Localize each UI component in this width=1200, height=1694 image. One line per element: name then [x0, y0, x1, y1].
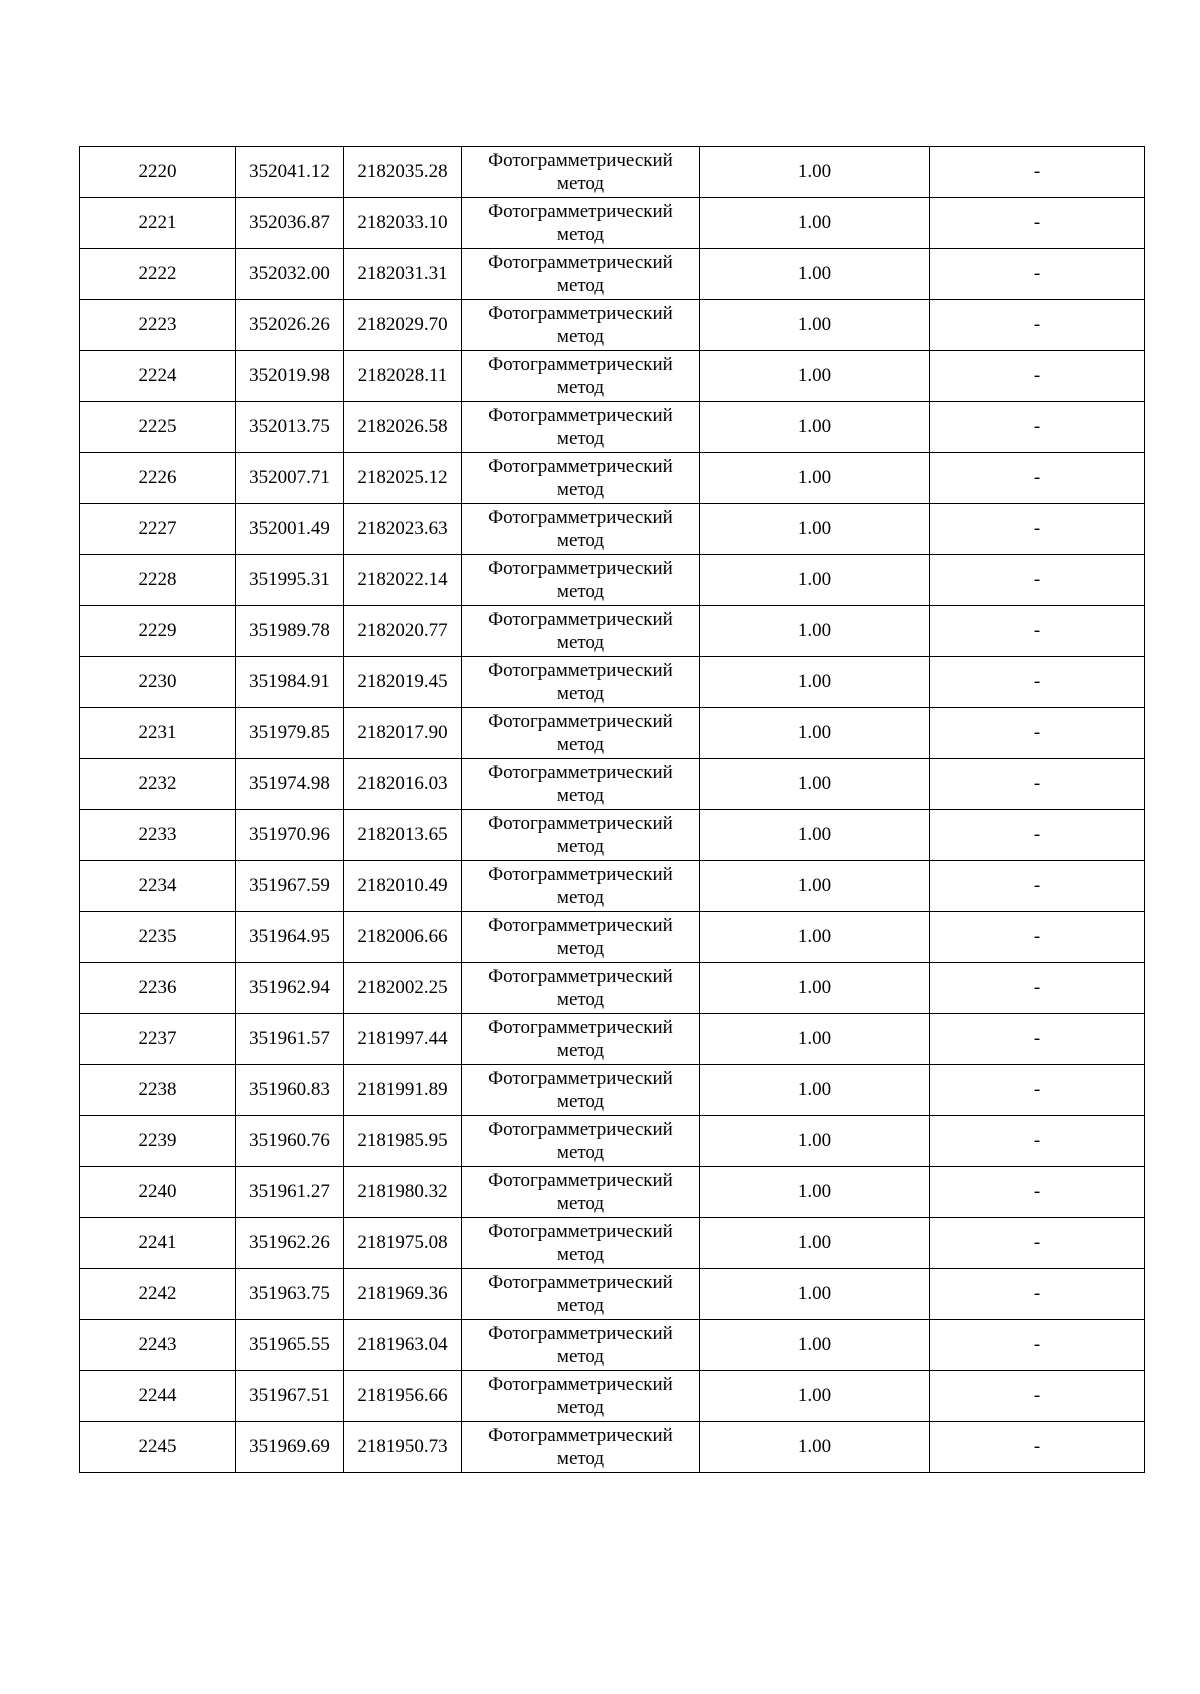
table-row: [80, 300, 1145, 351]
method-cell: Фотограмметрический метод: [462, 1269, 700, 1320]
note-cell: -: [930, 351, 1145, 402]
precision-cell: 1.00: [700, 504, 930, 555]
x-coordinate-cell: 351969.69: [236, 1422, 344, 1473]
y-coordinate-cell: 2181950.73: [344, 1422, 462, 1473]
y-coordinate-cell: 2182028.11: [344, 351, 462, 402]
method-cell: Фотограмметрический метод: [462, 1014, 700, 1065]
note-cell: -: [930, 606, 1145, 657]
precision-cell: 1.00: [700, 1116, 930, 1167]
y-coordinate-cell: 2181991.89: [344, 1065, 462, 1116]
x-coordinate-cell: 351967.59: [236, 861, 344, 912]
point-number-cell: 2231: [80, 708, 236, 759]
point-number-cell: 2234: [80, 861, 236, 912]
point-number-cell: 2228: [80, 555, 236, 606]
method-cell: Фотограмметрический метод: [462, 759, 700, 810]
table-row: [80, 657, 1145, 708]
point-number-cell: 2225: [80, 402, 236, 453]
method-cell: Фотограмметрический метод: [462, 300, 700, 351]
method-cell: Фотограмметрический метод: [462, 198, 700, 249]
precision-cell: 1.00: [700, 861, 930, 912]
point-number-cell: 2220: [80, 147, 236, 198]
y-coordinate-cell: 2181980.32: [344, 1167, 462, 1218]
x-coordinate-cell: 352026.26: [236, 300, 344, 351]
precision-cell: 1.00: [700, 708, 930, 759]
precision-cell: 1.00: [700, 1371, 930, 1422]
point-number-cell: 2244: [80, 1371, 236, 1422]
y-coordinate-cell: 2182020.77: [344, 606, 462, 657]
table-row: [80, 912, 1145, 963]
x-coordinate-cell: 351962.26: [236, 1218, 344, 1269]
x-coordinate-cell: 352013.75: [236, 402, 344, 453]
x-coordinate-cell: 351960.76: [236, 1116, 344, 1167]
precision-cell: 1.00: [700, 402, 930, 453]
table-row: [80, 606, 1145, 657]
table-row: [80, 1371, 1145, 1422]
y-coordinate-cell: 2182019.45: [344, 657, 462, 708]
y-coordinate-cell: 2182031.31: [344, 249, 462, 300]
point-number-cell: 2233: [80, 810, 236, 861]
precision-cell: 1.00: [700, 759, 930, 810]
point-number-cell: 2238: [80, 1065, 236, 1116]
table-row: [80, 1218, 1145, 1269]
precision-cell: 1.00: [700, 963, 930, 1014]
x-coordinate-cell: 351984.91: [236, 657, 344, 708]
table-row: [80, 810, 1145, 861]
precision-cell: 1.00: [700, 351, 930, 402]
note-cell: -: [930, 147, 1145, 198]
table-row: [80, 198, 1145, 249]
x-coordinate-cell: 351961.57: [236, 1014, 344, 1065]
note-cell: -: [930, 861, 1145, 912]
table-row: [80, 1065, 1145, 1116]
table-row: [80, 351, 1145, 402]
method-cell: Фотограмметрический метод: [462, 1320, 700, 1371]
method-cell: Фотограмметрический метод: [462, 1065, 700, 1116]
precision-cell: 1.00: [700, 810, 930, 861]
x-coordinate-cell: 351974.98: [236, 759, 344, 810]
precision-cell: 1.00: [700, 1269, 930, 1320]
precision-cell: 1.00: [700, 1320, 930, 1371]
method-cell: Фотограмметрический метод: [462, 861, 700, 912]
precision-cell: 1.00: [700, 1065, 930, 1116]
note-cell: -: [930, 1065, 1145, 1116]
precision-cell: 1.00: [700, 198, 930, 249]
method-cell: Фотограмметрический метод: [462, 963, 700, 1014]
note-cell: -: [930, 810, 1145, 861]
x-coordinate-cell: 351989.78: [236, 606, 344, 657]
note-cell: -: [930, 1422, 1145, 1473]
point-number-cell: 2229: [80, 606, 236, 657]
note-cell: -: [930, 1371, 1145, 1422]
method-cell: Фотограмметрический метод: [462, 555, 700, 606]
note-cell: -: [930, 555, 1145, 606]
y-coordinate-cell: 2182022.14: [344, 555, 462, 606]
table-row: [80, 1167, 1145, 1218]
precision-cell: 1.00: [700, 1218, 930, 1269]
point-number-cell: 2239: [80, 1116, 236, 1167]
method-cell: Фотограмметрический метод: [462, 402, 700, 453]
y-coordinate-cell: 2181985.95: [344, 1116, 462, 1167]
point-number-cell: 2241: [80, 1218, 236, 1269]
precision-cell: 1.00: [700, 1422, 930, 1473]
note-cell: -: [930, 1269, 1145, 1320]
note-cell: -: [930, 657, 1145, 708]
method-cell: Фотограмметрический метод: [462, 249, 700, 300]
point-number-cell: 2236: [80, 963, 236, 1014]
x-coordinate-cell: 351962.94: [236, 963, 344, 1014]
y-coordinate-cell: 2181975.08: [344, 1218, 462, 1269]
note-cell: -: [930, 402, 1145, 453]
table-row: [80, 1269, 1145, 1320]
precision-cell: 1.00: [700, 453, 930, 504]
point-number-cell: 2245: [80, 1422, 236, 1473]
point-number-cell: 2237: [80, 1014, 236, 1065]
point-number-cell: 2230: [80, 657, 236, 708]
note-cell: -: [930, 912, 1145, 963]
y-coordinate-cell: 2182017.90: [344, 708, 462, 759]
method-cell: Фотограмметрический метод: [462, 912, 700, 963]
x-coordinate-cell: 352001.49: [236, 504, 344, 555]
x-coordinate-cell: 351995.31: [236, 555, 344, 606]
x-coordinate-cell: 352041.12: [236, 147, 344, 198]
x-coordinate-cell: 352032.00: [236, 249, 344, 300]
y-coordinate-cell: 2181963.04: [344, 1320, 462, 1371]
y-coordinate-cell: 2182035.28: [344, 147, 462, 198]
table-row: [80, 147, 1145, 198]
method-cell: Фотограмметрический метод: [462, 606, 700, 657]
y-coordinate-cell: 2181997.44: [344, 1014, 462, 1065]
note-cell: -: [930, 249, 1145, 300]
table-row: [80, 1014, 1145, 1065]
y-coordinate-cell: 2182029.70: [344, 300, 462, 351]
y-coordinate-cell: 2182010.49: [344, 861, 462, 912]
x-coordinate-cell: 351960.83: [236, 1065, 344, 1116]
y-coordinate-cell: 2182002.25: [344, 963, 462, 1014]
note-cell: -: [930, 1167, 1145, 1218]
note-cell: -: [930, 1014, 1145, 1065]
precision-cell: 1.00: [700, 300, 930, 351]
note-cell: -: [930, 1218, 1145, 1269]
table-row: [80, 249, 1145, 300]
table-row: [80, 555, 1145, 606]
point-number-cell: 2226: [80, 453, 236, 504]
y-coordinate-cell: 2182006.66: [344, 912, 462, 963]
precision-cell: 1.00: [700, 606, 930, 657]
y-coordinate-cell: 2181956.66: [344, 1371, 462, 1422]
point-number-cell: 2224: [80, 351, 236, 402]
note-cell: -: [930, 759, 1145, 810]
x-coordinate-cell: 352036.87: [236, 198, 344, 249]
note-cell: -: [930, 504, 1145, 555]
method-cell: Фотограмметрический метод: [462, 1218, 700, 1269]
coordinates-table: [79, 146, 1145, 1473]
table-row: [80, 453, 1145, 504]
precision-cell: 1.00: [700, 147, 930, 198]
method-cell: Фотограмметрический метод: [462, 657, 700, 708]
precision-cell: 1.00: [700, 1014, 930, 1065]
note-cell: -: [930, 1320, 1145, 1371]
table-row: [80, 759, 1145, 810]
method-cell: Фотограмметрический метод: [462, 708, 700, 759]
method-cell: Фотограмметрический метод: [462, 1167, 700, 1218]
table-row: [80, 1116, 1145, 1167]
x-coordinate-cell: 351965.55: [236, 1320, 344, 1371]
y-coordinate-cell: 2182016.03: [344, 759, 462, 810]
precision-cell: 1.00: [700, 657, 930, 708]
x-coordinate-cell: 352019.98: [236, 351, 344, 402]
note-cell: -: [930, 198, 1145, 249]
note-cell: -: [930, 708, 1145, 759]
point-number-cell: 2242: [80, 1269, 236, 1320]
x-coordinate-cell: 351970.96: [236, 810, 344, 861]
table-row: [80, 402, 1145, 453]
table-row: [80, 504, 1145, 555]
point-number-cell: 2243: [80, 1320, 236, 1371]
method-cell: Фотограмметрический метод: [462, 504, 700, 555]
point-number-cell: 2222: [80, 249, 236, 300]
y-coordinate-cell: 2182026.58: [344, 402, 462, 453]
point-number-cell: 2235: [80, 912, 236, 963]
method-cell: Фотограмметрический метод: [462, 351, 700, 402]
method-cell: Фотограмметрический метод: [462, 453, 700, 504]
x-coordinate-cell: 351963.75: [236, 1269, 344, 1320]
precision-cell: 1.00: [700, 1167, 930, 1218]
table-row: [80, 1320, 1145, 1371]
y-coordinate-cell: 2182033.10: [344, 198, 462, 249]
method-cell: Фотограмметрический метод: [462, 147, 700, 198]
y-coordinate-cell: 2182013.65: [344, 810, 462, 861]
point-number-cell: 2227: [80, 504, 236, 555]
point-number-cell: 2240: [80, 1167, 236, 1218]
y-coordinate-cell: 2182023.63: [344, 504, 462, 555]
x-coordinate-cell: 351979.85: [236, 708, 344, 759]
method-cell: Фотограмметрический метод: [462, 1422, 700, 1473]
note-cell: -: [930, 963, 1145, 1014]
method-cell: Фотограмметрический метод: [462, 810, 700, 861]
table-row: [80, 1422, 1145, 1473]
precision-cell: 1.00: [700, 912, 930, 963]
coordinates-table-body: [80, 147, 1145, 1473]
method-cell: Фотограмметрический метод: [462, 1116, 700, 1167]
x-coordinate-cell: 351961.27: [236, 1167, 344, 1218]
x-coordinate-cell: 351967.51: [236, 1371, 344, 1422]
precision-cell: 1.00: [700, 555, 930, 606]
note-cell: -: [930, 1116, 1145, 1167]
point-number-cell: 2223: [80, 300, 236, 351]
table-row: [80, 963, 1145, 1014]
note-cell: -: [930, 453, 1145, 504]
precision-cell: 1.00: [700, 249, 930, 300]
table-row: [80, 861, 1145, 912]
point-number-cell: 2232: [80, 759, 236, 810]
x-coordinate-cell: 352007.71: [236, 453, 344, 504]
x-coordinate-cell: 351964.95: [236, 912, 344, 963]
point-number-cell: 2221: [80, 198, 236, 249]
y-coordinate-cell: 2181969.36: [344, 1269, 462, 1320]
y-coordinate-cell: 2182025.12: [344, 453, 462, 504]
table-row: [80, 708, 1145, 759]
note-cell: -: [930, 300, 1145, 351]
method-cell: Фотограмметрический метод: [462, 1371, 700, 1422]
